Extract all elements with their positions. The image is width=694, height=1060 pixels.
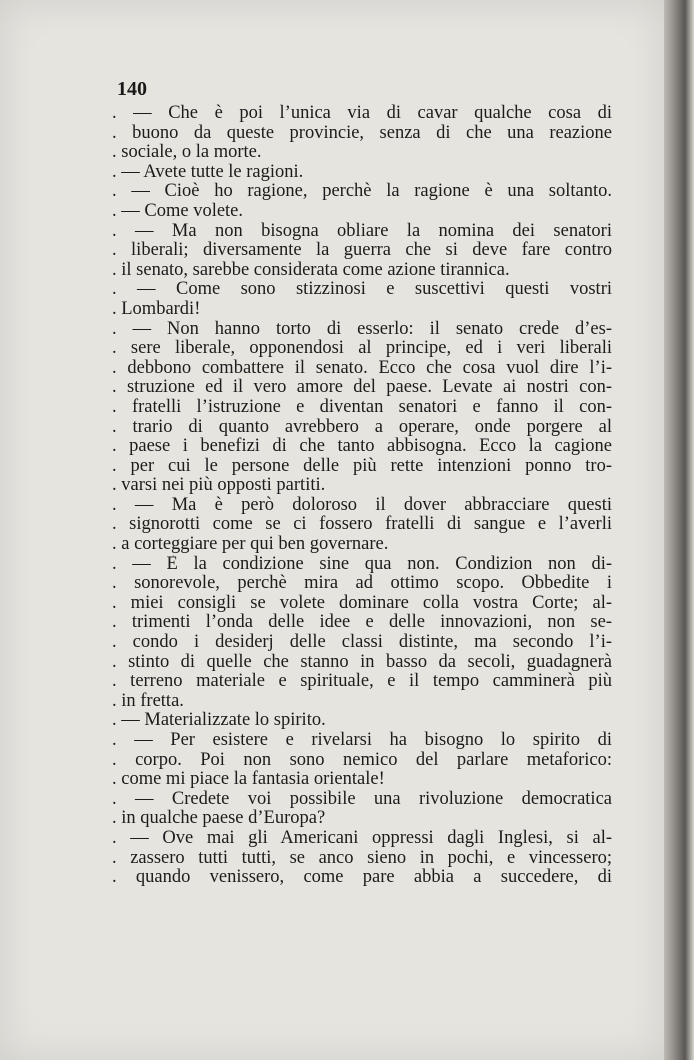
text-line: . come mi piace la fantasia orientale!: [112, 770, 385, 790]
text-line: . — È la condizione sine qua non. Condizion non di-: [112, 554, 612, 574]
text-line: . sociale, o la morte.: [112, 143, 262, 163]
text-line: . in qualche paese d’Europa?: [112, 809, 326, 829]
text-line: . — Ma è però doloroso il dover abbracciare questi: [112, 495, 612, 515]
text-line: . — Che è poi l’unica via di cavar qualche cosa di: [112, 104, 612, 123]
text-line: . trario di quanto avrebbero a operare, onde porgere al: [112, 417, 612, 437]
book-spine-shadow: [664, 0, 694, 1060]
text-line: . in fretta.: [112, 691, 184, 711]
text-line: . — Credete voi possibile una rivoluzione democratica: [112, 789, 612, 809]
text-line: . fratelli l’istruzione e diventan senatori e fanno il con-: [112, 397, 612, 417]
text-line: . signorotti come se ci fossero fratelli di sangue e l’averli: [112, 515, 612, 535]
text-line: . — Ove mai gli Americani oppressi dagli Inglesi, si al-: [112, 828, 612, 848]
text-line: . sonorevole, perchè mira ad ottimo scopo. Obbedite i: [112, 574, 612, 594]
text-line: . — Per esistere e rivelarsi ha bisogno lo spirito di: [112, 731, 612, 750]
text-line: . miei consigli se volete dominare colla vostra Corte; al-: [112, 593, 612, 613]
text-line: . buono da queste provincie, senza di che una reazione: [112, 123, 612, 143]
text-line: . — Avete tutte le ragioni.: [112, 162, 304, 182]
text-line: . Lombardi!: [112, 299, 201, 319]
text-line: . zassero tutti tutti, se anco sieno in pochi, e vincessero;: [112, 848, 612, 868]
text-line: . — Come sono stizzinosi e suscettivi questi vostri: [112, 280, 612, 300]
text-line: . — Cioè ho ragione, perchè la ragione è una soltanto.: [112, 182, 612, 202]
text-line: . corpo. Poi non sono nemico del parlare metaforico:: [112, 750, 612, 770]
text-line: . debbono combattere il senato. Ecco che cosa vuol dire l’i-: [112, 358, 612, 378]
text-line: . a corteggiare per qui ben governare.: [112, 535, 389, 555]
text-line: . per cui le persone delle più rette intenzioni ponno tro-: [112, 456, 612, 476]
text-line: . liberali; diversamente la guerra che si deve fare contro: [112, 241, 612, 261]
text-line: . il senato, sarebbe considerata come azione tirannica.: [112, 260, 510, 280]
text-line: . trimenti l’onda delle idee e delle innovazioni, non se-: [112, 613, 612, 633]
text-line: . stinto di quelle che stanno in basso da secoli, guadagnerà: [112, 652, 612, 672]
text-line: . — Non hanno torto di esserlo: il senato crede d’es-: [112, 319, 612, 339]
page-number: 140: [117, 78, 147, 100]
body-text: [112, 104, 612, 888]
text-line: . terreno materiale e spirituale, e il tempo camminerà più: [112, 672, 612, 692]
text-line: . quando venissero, come pare abbia a succedere, di: [112, 868, 612, 888]
text-line: . struzione ed il vero amore del paese. Levate ai nostri con-: [112, 378, 612, 398]
text-line: . paese i benefizi di che tanto abbisogna. Ecco la cagione: [112, 437, 612, 457]
text-line: . varsi nei più opposti partiti.: [112, 476, 326, 496]
text-line: . — Come volete.: [112, 201, 244, 221]
text-line: . condo i desiderj delle classi distinte, ma secondo l’i-: [112, 633, 612, 653]
text-line: . sere liberale, opponendosi al principe, ed i veri liberali: [112, 339, 612, 359]
text-line: . — Materializzate lo spirito.: [112, 711, 326, 731]
text-line: . — Ma non bisogna obliare la nomina dei senatori: [112, 221, 612, 241]
